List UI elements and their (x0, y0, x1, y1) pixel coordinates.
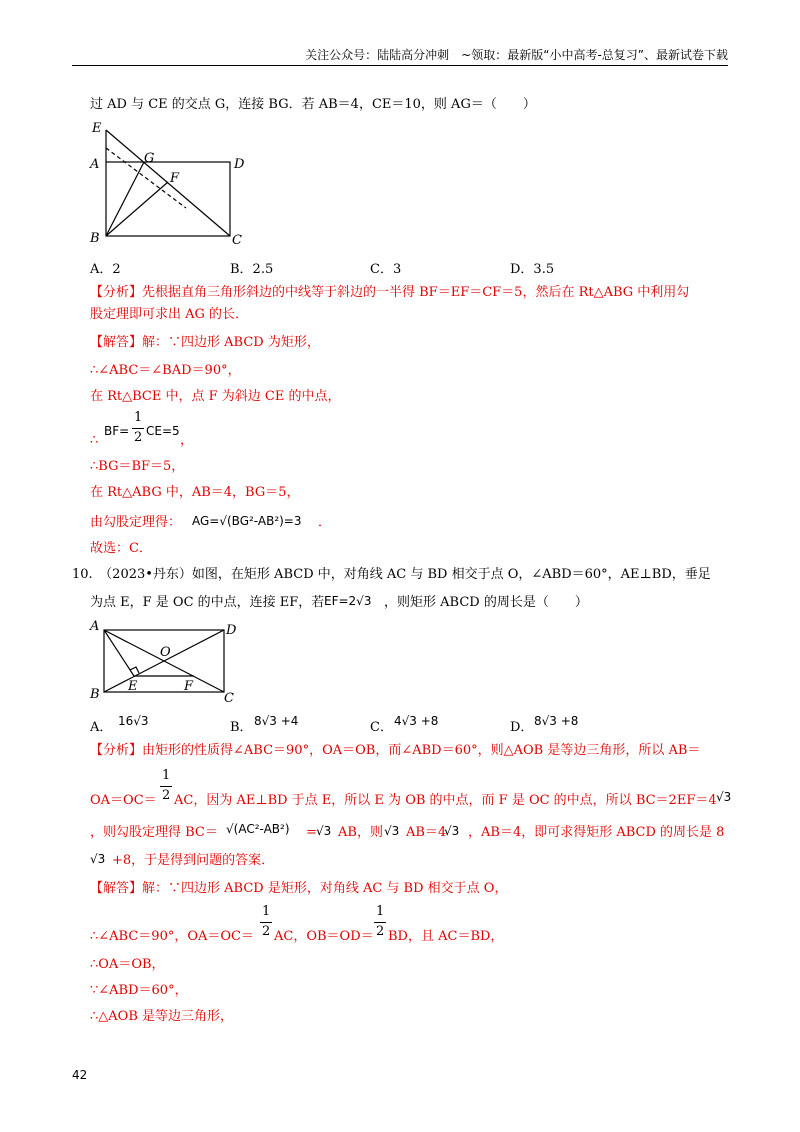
q9-option-a: A．2 (90, 262, 121, 277)
q10-analysis-sqrt3-e: √3 (90, 852, 106, 866)
q9-frac-den: 2 (134, 430, 143, 445)
q9-comma: ， (180, 433, 194, 448)
q9-label-a: A (90, 157, 100, 172)
q9-frac-num: 1 (134, 410, 143, 425)
q9-option-c: C．3 (370, 262, 402, 277)
q10-analysis-line-2: AC，因为 AE⊥BD 于点 E，所以 E 为 OB 的中点，而 F 是 OC 的中点，所以 BC＝2EF＝4 (174, 793, 717, 808)
q9-therefore: ∴ (90, 433, 99, 448)
q9-ag-formula: AG=√(BG²-AB²)=3 (192, 514, 302, 528)
q10-solution-line-1: 【解答】解：∵四边形 ABCD 是矩形，对角线 AC 与 BD 相交于点 O， (90, 881, 508, 896)
q9-solution-line-2: ∴∠ABC＝∠BAD＝90°， (90, 363, 241, 378)
q9-analysis-line-2: 股定理即可求出 AG 的长． (90, 307, 249, 322)
q9-line-bg (106, 162, 144, 236)
q10-analysis-line-4: +8，于是得到问题的答案． (112, 853, 275, 868)
q9-label-d: D (234, 157, 245, 172)
q9-solution-rt: 在 Rt△ABG 中，AB＝4，BG＝5， (90, 485, 300, 500)
q10-stem-ef: EF=2√3 (324, 594, 372, 608)
q10-solution-frac2-bar (374, 922, 386, 923)
q9-solution-bg: ∴BG＝BF＝5， (90, 459, 185, 474)
q10-solution-line-4: ∵∠ABD＝60°， (90, 983, 188, 998)
q9-option-b: B．2.5 (230, 262, 274, 277)
q10-solution-frac1-bar (260, 922, 272, 923)
q10-analysis-sqrt3-b: √3 (316, 824, 332, 838)
q10-label-f: F (184, 679, 194, 694)
q10-option-a-value: 16√3 (118, 714, 149, 728)
q10-analysis-ab: AB，则 (338, 825, 383, 840)
q9-ag-period: ． (318, 515, 332, 530)
q10-analysis-line-3a: ，则勾股定理得 BC＝ (90, 825, 218, 840)
q10-solution-line-3: ∴OA＝OB， (90, 957, 165, 972)
q10-stem-line-2: 为点 E，F 是 OC 的中点，连接 EF，若 (90, 595, 325, 610)
q10-solution-frac2-den: 2 (376, 924, 385, 939)
q9-frac-bar (132, 428, 144, 429)
q10-option-b-label: B． (230, 720, 253, 735)
q10-analysis-sqrt3-d: √3 (444, 824, 460, 838)
q9-label-b: B (90, 231, 100, 246)
q10-label-d: D (226, 623, 237, 638)
q10-solution-frac2-num: 1 (376, 904, 385, 919)
q10-option-d-value: 8√3 +8 (534, 714, 579, 728)
q9-label-e: E (92, 121, 102, 136)
q9-line-bf (106, 182, 168, 236)
q10-line-ae (104, 630, 134, 676)
q10-analysis-ab4: AB＝4 (406, 825, 447, 840)
q9-bf-rhs: CE=5 (146, 424, 180, 438)
q10-option-b-value: 8√3 +4 (254, 714, 299, 728)
q9-figure (86, 118, 256, 250)
page-number: 42 (72, 1068, 88, 1082)
q10-analysis-frac-den: 2 (162, 788, 171, 803)
q10-option-c-label: C． (370, 720, 393, 735)
q9-answer: 故选：C． (90, 541, 152, 556)
q10-figure (86, 614, 246, 706)
q10-label-b: B (90, 687, 100, 702)
q10-analysis-frac-bar (160, 786, 172, 787)
q9-analysis-line-1: 【分析】先根据直角三角形斜边的中线等于斜边的一半得 BF＝EF＝CF＝5，然后在 Rt△ABG 中利用勾 (90, 285, 690, 300)
q10-analysis-frac-num: 1 (162, 768, 171, 783)
q9-solution-gougu: 由勾股定理得： (90, 515, 182, 530)
q9-solution-line-1: 【解答】解：∵四边形 ABCD 为矩形， (90, 335, 320, 350)
page-header: 关注公众号：陆陆高分冲刺 ~领取：最新版“小中高考-总复习”、最新试卷下载 (305, 48, 728, 62)
header-rule (72, 65, 728, 66)
q10-label-o: O (160, 645, 171, 660)
q9-bf-lhs: BF= (104, 424, 130, 438)
q9-label-g: G (144, 151, 155, 166)
q9-label-f: F (170, 171, 180, 186)
q10-option-d-label: D． (510, 720, 534, 735)
q9-stem: 过 AD 与 CE 的交点 G，连接 BG．若 AB＝4，CE＝10，则 AG＝（ ） (90, 97, 536, 112)
q10-analysis-sqrt3-c: √3 (384, 824, 400, 838)
q10-solution-line-5: ∴△AOB 是等边三角形， (90, 1009, 234, 1024)
q10-solution-line-2b: AC，OB＝OD＝ (274, 929, 374, 944)
q10-option-c-value: 4√3 +8 (394, 714, 439, 728)
q10-analysis-sqrt3-a: √3 (716, 790, 732, 804)
q10-label-c: C (224, 691, 234, 706)
q10-stem-line-2b: ，则矩形 ABCD 的周长是（ ） (384, 595, 588, 610)
q9-option-d: D．3.5 (510, 262, 555, 277)
q10-solution-line-2a: ∴∠ABC＝90°，OA＝OC＝ (90, 929, 254, 944)
q10-label-e: E (128, 679, 138, 694)
q10-analysis-eq: = (306, 825, 317, 840)
q10-analysis-line-3b: ，AB＝4，即可求得矩形 ABCD 的周长是 8 (468, 825, 725, 840)
q10-stem-line-1: 10. （2023•丹东）如图，在矩形 ABCD 中，对角线 AC 与 BD 相交于点 O，∠ABD＝60°，AE⊥BD，垂足 (72, 567, 711, 582)
q10-label-a: A (90, 619, 100, 634)
q9-solution-line-3: 在 Rt△BCE 中，点 F 为斜边 CE 的中点， (90, 389, 341, 404)
q10-analysis-bc-sqrt: √(AC²-AB²) (226, 822, 290, 836)
q10-analysis-oa: OA＝OC＝ (90, 793, 157, 808)
q9-label-c: C (232, 233, 242, 248)
q10-analysis-line-1: 【分析】由矩形的性质得∠ABC＝90°，OA＝OB，而∠ABD＝60°，则△AOB 是等边三角形，所以 AB＝ (90, 743, 701, 758)
q10-option-a-label: A． (90, 720, 113, 735)
q10-solution-frac1-num: 1 (262, 904, 271, 919)
q10-solution-frac1-den: 2 (262, 924, 271, 939)
q10-solution-line-2c: BD，且 AC＝BD， (388, 929, 504, 944)
